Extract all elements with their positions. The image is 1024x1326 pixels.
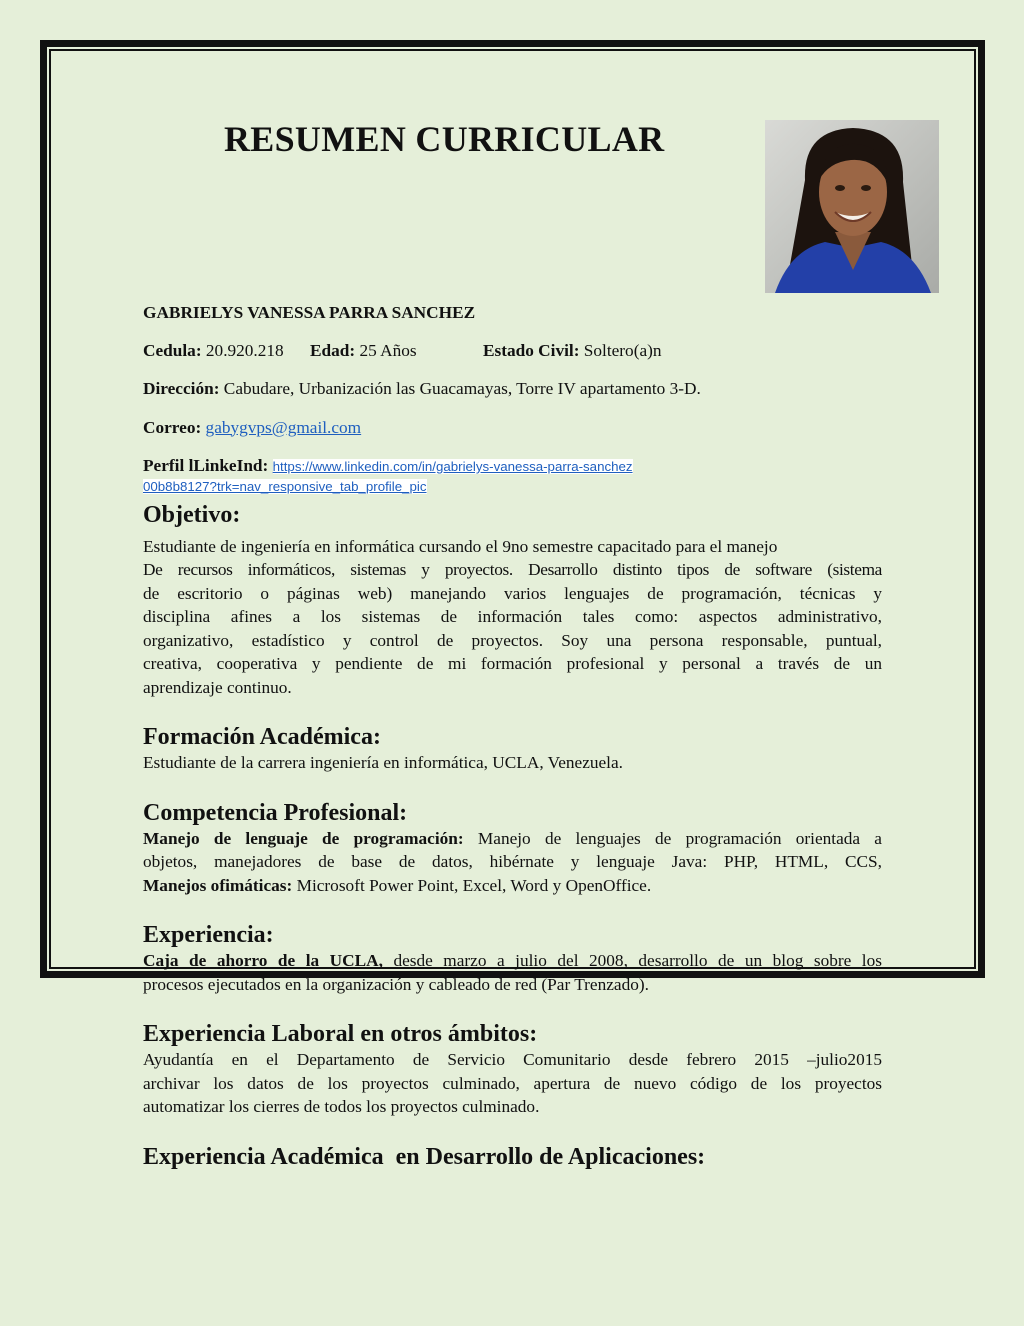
correo-label: Correo: <box>143 417 202 437</box>
linkedin-link-continued[interactable]: 00b8b8127?trk=nav_responsive_tab_profile_pic <box>143 478 427 494</box>
laboral-heading: Experiencia Laboral en otros ámbitos: <box>143 1021 538 1047</box>
ofimatica-text: Microsoft Power Point, Excel, Word y OpenOffice. <box>296 875 652 895</box>
linkedin-row-continued <box>143 476 882 495</box>
estado-civil-value: Soltero(a)n <box>583 340 662 360</box>
programacion-text: Manejo de lenguajes de programación orientada a <box>477 828 882 848</box>
objetivo-line: disciplina afines a los sistemas de información tales como: aspectos administrativo, <box>143 607 882 626</box>
personal-info-row <box>143 339 882 363</box>
objetivo-line: creativa, cooperativa y pendiente de mi formación profesional y personal a través de un <box>143 654 882 673</box>
direccion-label: Dirección: <box>143 379 220 398</box>
edad-value: 25 Años <box>359 340 417 360</box>
formacion-heading: Formación Académica: <box>143 724 381 750</box>
laboral-line: archivar los datos de los proyectos culminado, apertura de nuevo código de los proyectos <box>143 1073 882 1093</box>
cedula-value: 20.920.218 <box>205 340 284 360</box>
formacion-text: Estudiante de la carrera ingeniería en informática, UCLA, Venezuela. <box>143 753 623 772</box>
experiencia-heading: Experiencia: <box>143 922 274 948</box>
linkedin-label: Perfil lLinkeInd: <box>143 456 269 475</box>
profile-photo <box>765 120 939 293</box>
competencia-line <box>143 874 882 898</box>
laboral-line: Ayudantía en el Departamento de Servicio Comunitario desde febrero 2015 –julio2015 <box>143 1050 882 1069</box>
objetivo-line: de escritorio o páginas web) manejando varios lenguajes de programación, técnicas y <box>143 583 882 603</box>
linkedin-link[interactable]: https://www.linkedin.com/in/gabrielys-vanessa-parra-sanchez <box>272 459 633 474</box>
direccion-value: Cabudare, Urbanización las Guacamayas, Torre IV apartamento 3-D. <box>223 379 701 398</box>
competencia-heading: Competencia Profesional: <box>143 799 408 826</box>
email-link[interactable]: gabygvps@gmail.com <box>205 417 362 437</box>
full-name: GABRIELYS VANESSA PARRA SANCHEZ <box>143 303 476 322</box>
laboral-line: automatizar los cierres de todos los proyectos culminado. <box>143 1097 540 1116</box>
edad-label: Edad: <box>310 340 356 360</box>
address-row <box>143 377 882 401</box>
linkedin-row <box>143 454 882 478</box>
experiencia-label: Caja de ahorro de la UCLA, <box>143 951 383 970</box>
objetivo-line: De recursos informáticos, sistemas y proyectos. Desarrollo distinto tipos de software (sistema <box>143 560 882 579</box>
academica-heading: Experiencia Académica en Desarrollo de Aplicaciones: <box>143 1143 706 1170</box>
experiencia-text: desde marzo a julio del 2008, desarrollo de un blog sobre los <box>393 951 882 970</box>
resume-body <box>143 301 882 1171</box>
programacion-label: Manejo de lenguaje de programación: <box>143 828 464 848</box>
ofimatica-label: Manejos ofimáticas: <box>143 875 293 895</box>
email-row <box>143 416 882 440</box>
experiencia-line <box>143 949 882 973</box>
objetivo-line: organizativo, estadístico y control de proyectos. Soy una persona responsable, puntual, <box>143 630 882 650</box>
cedula-label: Cedula: <box>143 340 202 360</box>
experiencia-line: procesos ejecutados en la organización y cableado de red (Par Trenzado). <box>143 974 649 994</box>
competencia-line <box>143 827 882 851</box>
objetivo-line: Estudiante de ingeniería en informática cursando el 9no semestre capacitado para el manejo <box>143 536 778 556</box>
objetivo-heading: Objetivo: <box>143 501 241 528</box>
estado-civil-label: Estado Civil: <box>482 340 580 360</box>
competencia-line: objetos, manejadores de base de datos, hibérnate y lenguaje Java: PHP, HTML, CCS, <box>143 852 882 871</box>
objetivo-line: aprendizaje continuo. <box>143 677 292 697</box>
page-title: RESUMEN CURRICULAR <box>224 119 665 159</box>
